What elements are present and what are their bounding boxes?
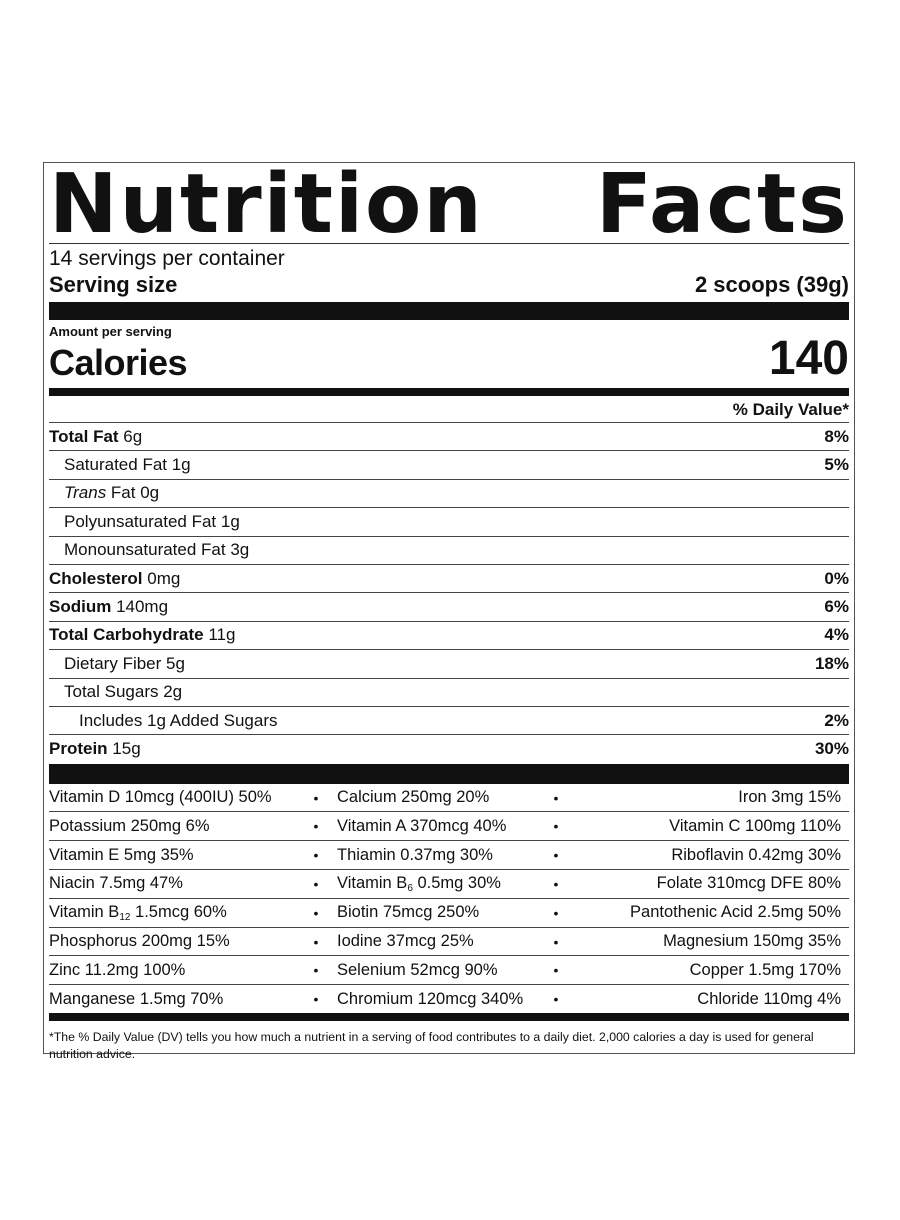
vitamin-cell (49, 903, 301, 922)
bullet-separator: • (313, 933, 319, 950)
bullet-separator: • (553, 904, 559, 921)
calories-value: 140 (768, 332, 849, 385)
thick-divider-vitamins (49, 764, 849, 784)
vitamin-row (49, 812, 849, 841)
nutrient-amount: 6g (118, 426, 143, 446)
vitamin-cell (331, 990, 541, 1009)
daily-value-footnote: *The % Daily Value (DV) tells you how much a nutrient in a serving of food contributes to a daily diet. 2,000 calories a day is used for general nutrition advice. (49, 1030, 814, 1062)
bullet-separator: • (553, 818, 559, 835)
vitamin-row (49, 870, 849, 899)
vitamin-cell (571, 932, 847, 951)
bullet-separator: • (313, 875, 319, 892)
vitamin-cell (331, 846, 541, 865)
nutrient-name-bold: Total Carbohydrate (49, 625, 204, 645)
nutrient-amount: Dietary Fiber 5g (64, 653, 185, 673)
bullet-separator: • (313, 818, 319, 835)
vitamin-cell (571, 961, 847, 980)
vitamin-cell (571, 990, 847, 1009)
bullet-separator: • (553, 991, 559, 1008)
nutrient-name (49, 597, 168, 617)
nutrient-row (49, 734, 849, 762)
vitamin-cell (331, 817, 541, 836)
vitamin-mineral-table (49, 784, 849, 1013)
vitamin-text: Vitamin D 10mcg (400IU) 50% (49, 788, 272, 807)
nutrient-amount: Total Sugars 2g (64, 682, 183, 702)
vitamin-row (49, 899, 849, 928)
bullet-separator: • (553, 962, 559, 979)
vitamin-cell (331, 903, 541, 922)
nutrient-name (49, 569, 180, 589)
nutrient-daily-value: 30% (814, 738, 849, 758)
nutrient-name (49, 483, 159, 503)
vitamin-text: Copper 1.5mg 170% (689, 960, 841, 979)
vitamin-cell (571, 903, 847, 922)
serving-size-row (49, 270, 849, 302)
nutrient-name (49, 512, 240, 532)
vitamin-text: Riboflavin 0.42mg 30% (671, 845, 841, 864)
nutrient-row (49, 678, 849, 706)
nutrient-amount: 15g (107, 738, 141, 758)
nutrient-amount: 140mg (111, 597, 169, 617)
nutrient-daily-value: 8% (824, 426, 849, 446)
nutrient-amount: 11g (203, 625, 236, 645)
nutrient-row (49, 592, 849, 620)
bullet-separator: • (553, 847, 559, 864)
nutrient-daily-value: 4% (824, 625, 849, 645)
vitamin-text: Vitamin B (49, 903, 120, 922)
bullet-separator: • (313, 991, 319, 1008)
vitamin-cell (331, 961, 541, 980)
nutrient-row (49, 422, 849, 450)
bullet-separator: • (313, 789, 319, 806)
nutrient-name (49, 625, 235, 645)
amount-per-serving: Amount per serving (49, 324, 172, 339)
nutrition-facts-label (43, 162, 855, 1062)
vitamin-cell (331, 874, 541, 893)
vitamin-cell (49, 817, 301, 836)
vitamin-text: Folate 310mcg DFE 80% (656, 874, 841, 893)
vitamin-cell (571, 788, 847, 807)
bullet-separator: • (553, 933, 559, 950)
bullet-separator: • (313, 962, 319, 979)
vitamin-text: Phosphorus 200mg 15% (49, 932, 230, 951)
nutrient-daily-value: 2% (824, 710, 849, 730)
nutrient-amount: Fat 0g (106, 483, 160, 503)
nutrient-daily-value: 0% (824, 568, 849, 588)
vitamin-text-post: 0.5mg 30% (412, 874, 501, 893)
bullet-separator: • (553, 789, 559, 806)
nutrient-daily-value: 18% (814, 653, 849, 673)
thick-divider (49, 302, 849, 320)
nutrient-name (49, 739, 141, 759)
serving-size-label: Serving size (49, 272, 178, 297)
nutrient-amount: Saturated Fat 1g (64, 455, 191, 475)
vitamin-cell (49, 874, 301, 893)
nutrient-name (49, 455, 191, 475)
nutrient-name-bold: Sodium (49, 597, 112, 617)
vitamin-subscript: 12 (119, 912, 131, 924)
title-word-nutrition: Nutrition (49, 167, 484, 243)
calories-row (49, 332, 849, 385)
medium-divider (49, 388, 849, 396)
vitamin-text: Pantothenic Acid 2.5mg 50% (630, 903, 841, 922)
vitamin-row (49, 841, 849, 870)
vitamin-cell (49, 961, 301, 980)
nutrient-name-bold: Protein (49, 738, 108, 758)
vitamin-cell (49, 788, 301, 807)
vitamin-text: Magnesium 150mg 35% (663, 932, 841, 951)
daily-value-header: % Daily Value* (732, 400, 849, 419)
bullet-separator: • (553, 875, 559, 892)
serving-size-value: 2 scoops (39g) (694, 272, 849, 297)
vitamin-text: Vitamin A 370mcg 40% (337, 816, 507, 835)
vitamin-text: Vitamin B (337, 874, 408, 893)
nutrient-row (49, 564, 849, 592)
nutrient-name (49, 540, 249, 560)
vitamin-cell (49, 932, 301, 951)
vitamin-text: Chromium 120mcg 340% (337, 989, 524, 1008)
vitamin-text: Iron 3mg 15% (738, 788, 841, 807)
vitamin-cell (571, 846, 847, 865)
vitamin-text: Thiamin 0.37mg 30% (337, 845, 493, 864)
nutrient-row (49, 621, 849, 649)
nutrient-daily-value: 5% (824, 455, 849, 475)
nutrient-name (49, 711, 277, 731)
nutrient-amount: Polyunsaturated Fat 1g (64, 511, 240, 531)
vitamin-text: Iodine 37mcg 25% (337, 932, 474, 951)
vitamin-text: Vitamin E 5mg 35% (49, 845, 194, 864)
nutrient-amount: 0mg (142, 568, 181, 588)
nutrient-name (49, 427, 142, 447)
bullet-separator: • (313, 847, 319, 864)
nutrient-row (49, 536, 849, 564)
vitamin-cell (571, 817, 847, 836)
vitamin-cell (331, 932, 541, 951)
title-word-facts: Facts (595, 167, 849, 243)
nutrient-table (49, 422, 849, 763)
vitamin-row (49, 956, 849, 985)
nutrient-row (49, 450, 849, 478)
nutrient-row (49, 507, 849, 535)
calories-label: Calories (49, 342, 188, 383)
vitamin-cell (571, 874, 847, 893)
vitamin-text: Potassium 250mg 6% (49, 816, 210, 835)
vitamin-text: Biotin 75mcg 250% (337, 903, 480, 922)
bullet-separator: • (313, 904, 319, 921)
medium-divider-footer (49, 1013, 849, 1021)
nutrient-amount: Monounsaturated Fat 3g (64, 540, 250, 560)
vitamin-text: Zinc 11.2mg 100% (49, 960, 186, 979)
nutrient-amount: Includes 1g Added Sugars (79, 710, 278, 730)
vitamin-text: Manganese 1.5mg 70% (49, 989, 224, 1008)
vitamin-text: Niacin 7.5mg 47% (49, 874, 183, 893)
label-title (49, 167, 849, 243)
servings-per-container: 14 servings per container (49, 247, 285, 270)
vitamin-row (49, 928, 849, 957)
vitamin-cell (49, 846, 301, 865)
vitamin-cell (331, 788, 541, 807)
vitamin-text: Chloride 110mg 4% (697, 989, 841, 1008)
nutrient-daily-value: 6% (824, 597, 849, 617)
vitamin-text: Calcium 250mg 20% (337, 788, 490, 807)
nutrient-name-bold: Total Fat (49, 426, 119, 446)
vitamin-text: Selenium 52mcg 90% (337, 960, 498, 979)
divider (49, 243, 849, 244)
vitamin-cell (49, 990, 301, 1009)
vitamin-row (49, 985, 849, 1013)
vitamin-text-post: 1.5mcg 60% (130, 903, 227, 922)
nutrient-row (49, 479, 849, 507)
nutrient-name (49, 654, 185, 674)
nutrient-name-bold: Cholesterol (49, 568, 143, 588)
nutrient-row (49, 706, 849, 734)
nutrient-name (49, 682, 182, 702)
nutrient-name-italic: Trans (64, 483, 107, 503)
vitamin-row (49, 784, 849, 813)
vitamin-text: Vitamin C 100mg 110% (669, 816, 841, 835)
vitamin-subscript: 6 (407, 883, 413, 895)
nutrient-row (49, 649, 849, 677)
